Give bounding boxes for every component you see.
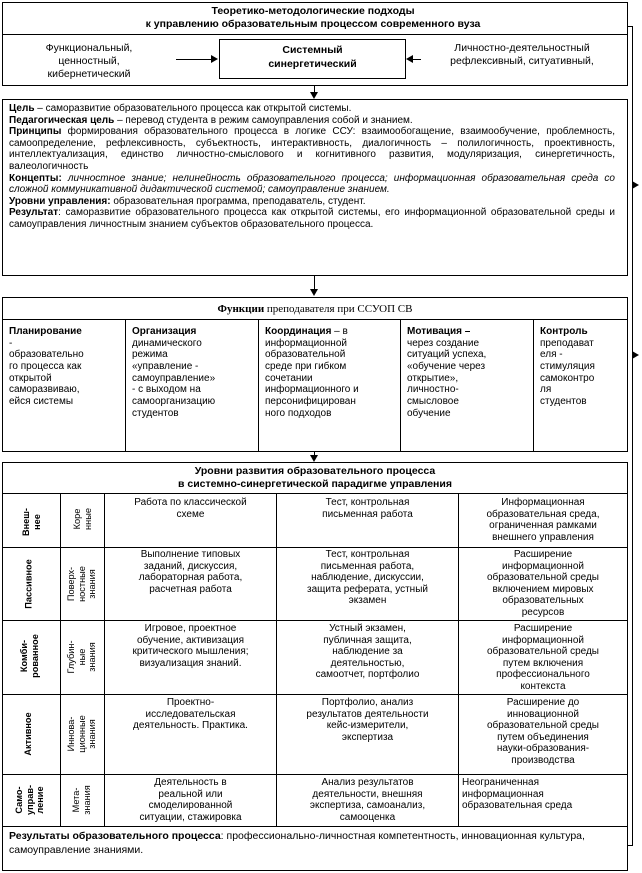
row2-assessment: [277, 549, 458, 607]
knowledge-line: знания: [82, 785, 92, 815]
row5-environment: [462, 777, 627, 812]
function-coordination: [259, 322, 400, 452]
feedback-arrowhead-functions: [632, 351, 639, 359]
arrowhead-down-3: [310, 455, 318, 462]
knowledge-surface: [56, 548, 108, 620]
knowledge-deep: [56, 621, 108, 693]
cell-line: профессионального: [496, 669, 590, 680]
cell-line: наблюдение за: [332, 646, 403, 657]
cell-line: Анализ результатов: [321, 777, 414, 788]
function-line: го процесса как: [9, 361, 82, 373]
function-line: ного подходов: [265, 407, 332, 419]
function-line: самоуправление»: [132, 372, 216, 384]
function-line: смысловое: [407, 396, 459, 408]
result-label: Результат: [9, 207, 59, 219]
function-line: среде при гибком: [265, 361, 347, 373]
cell-line: Портфолио, анализ: [321, 697, 414, 708]
knowledge-root: [57, 492, 109, 546]
cell-line: образовательная среда: [462, 800, 573, 811]
cell-line: экспертиза: [341, 731, 394, 743]
cell-line: образовательной среды: [487, 572, 599, 583]
knowledge-line: ционные: [76, 715, 87, 753]
cell-line: защита реферата, устный: [307, 583, 428, 595]
row1-assessment: [277, 497, 458, 520]
approaches-title-line2: к управлению образовательным процессом современного вуза: [145, 17, 481, 30]
function-line: динамического: [132, 337, 202, 349]
cell-line: смоделированной: [148, 800, 233, 811]
ped-goal-para: [9, 115, 615, 127]
knowledge-line: знания: [87, 569, 98, 599]
results-text: : профессионально-личностная компетентность, инновационная культура, самоуправление знаниями.: [9, 830, 585, 856]
level-line: Само-: [13, 786, 24, 814]
cell-line: Работа по классической: [134, 497, 247, 508]
cell-line: деятельности, внешняя: [312, 788, 423, 800]
approach-right-line: рефлексивный, ситуативный,: [450, 55, 594, 68]
cell-line: заданий, дискуссия,: [143, 560, 238, 572]
functions-divider: [2, 319, 628, 320]
knowledge-meta: [58, 779, 106, 821]
knowledge-line: Поверх-: [65, 566, 76, 602]
function-label: Координация: [265, 326, 332, 337]
function-line: ситуаций успеха,: [407, 349, 487, 361]
cell-line: реальной или: [158, 788, 223, 800]
level-external: [3, 495, 61, 549]
cell-line: ресурсов: [521, 606, 565, 618]
level-combined: [10, 620, 50, 692]
cell-line: образовательных: [502, 595, 584, 606]
principles-text: формирования образовательного процесса в логике ССУ: взаимообогащение, взаимообучение, проблемность, самоопределение, рефлексивность, субъектность, интерактивность, диалогичность – полилогичность, проективность, интеллектуализация, единство личностно-смыслового и когнитивного развития, модуляризация, синергетичность, валеологичность: [9, 126, 615, 172]
cell-line: деятельность. Практика.: [133, 720, 248, 731]
function-line: «управление -: [132, 361, 199, 373]
function-motivation: [401, 322, 533, 452]
level-line: ление: [35, 786, 46, 814]
goal-label: Цель: [9, 103, 35, 114]
feedback-line: [632, 26, 633, 846]
function-line: открытой: [9, 372, 52, 384]
cell-line: Расширение: [513, 549, 573, 560]
function-line: открытие»,: [407, 372, 459, 384]
goal-text: – саморазвитие образовательного процесса как открытой системы.: [34, 103, 352, 114]
function-line: «обучение через: [407, 361, 486, 373]
knowledge-line: Глубин-: [65, 640, 76, 674]
row1-methods: [105, 497, 276, 520]
development-title: [2, 465, 628, 490]
function-line: через создание: [407, 337, 480, 349]
cell-line: Расширение: [513, 623, 573, 634]
function-label-row: [265, 326, 396, 338]
cell-line: производства: [511, 754, 575, 766]
result-text: : саморазвитие образовательного процесса как открытой системы, его информационной образовательной среды и самоуправления личностным знанием субъектов образовательного процесса.: [9, 207, 615, 230]
arrow-left-to-center: [176, 59, 212, 60]
goal-para: [9, 103, 615, 115]
function-planning: [3, 322, 125, 452]
knowledge-line: знания: [87, 719, 98, 749]
approaches-title-line1: Теоретико-методологические подходы: [211, 5, 415, 17]
function-line: сочетании: [265, 372, 313, 384]
concept-text: [9, 103, 615, 231]
cell-line: ограниченная рамками: [489, 520, 597, 531]
level-line: рованное: [30, 634, 40, 678]
row4-environment: [459, 697, 627, 766]
cell-line: кейс-измерители,: [326, 720, 409, 731]
row3-assessment: [277, 623, 458, 681]
function-line: студентов: [540, 396, 587, 408]
approach-left-line: ценностный,: [58, 55, 120, 68]
function-organization: [126, 322, 258, 452]
cell-line: ситуации, стажировка: [139, 811, 242, 823]
row3-environment: [459, 623, 627, 692]
arrowhead-left-to-center: [211, 55, 218, 63]
approach-center-line: Системный: [282, 44, 343, 56]
function-line: студентов: [132, 407, 179, 419]
cell-line: критического мышления;: [132, 646, 249, 657]
cell-line: письменная работа: [322, 508, 413, 520]
cell-line: включением мировых: [492, 583, 594, 595]
development-title-line2: в системно-синергетической парадигме управления: [178, 477, 452, 490]
approach-right-line: Личностно-деятельностный: [454, 42, 590, 54]
cell-line: Информационная: [501, 497, 585, 508]
cell-line: Проектно-: [166, 697, 215, 708]
function-line: образовательной: [265, 349, 346, 361]
level-line: Внеш-: [21, 508, 32, 537]
levels-label: Уровни управления:: [9, 195, 111, 207]
cell-line: образовательной среды: [487, 646, 599, 657]
cell-line: результатов деятельности: [306, 708, 429, 720]
level-line: Активное: [23, 712, 33, 756]
table-row-sep: [2, 774, 628, 775]
development-results: [9, 830, 621, 857]
level-line: нее: [32, 514, 42, 530]
approach-center-box: [219, 39, 406, 79]
concepts-label: Концепты:: [9, 172, 62, 184]
row4-methods: [105, 697, 276, 732]
cell-line: науки-образования-: [496, 743, 590, 754]
function-line: самоорганизацию: [132, 396, 216, 408]
cell-line: образовательной среды: [487, 720, 599, 731]
function-line: -: [9, 337, 13, 349]
arrow-right-to-center: [413, 59, 421, 60]
cell-line: Расширение до: [506, 697, 580, 708]
function-line: самоконтро: [540, 372, 595, 384]
cell-line: путем объединения: [497, 731, 589, 743]
function-line: режима: [132, 349, 168, 361]
levels-text: образовательная программа, преподаватель, студент.: [110, 195, 366, 207]
concepts-text: личностное знание; нелинейность образовательного процесса; информационная образовательная среда со сложной коммуникативной дидактической системой; самоуправление знанием.: [9, 172, 615, 196]
function-label-suffix: – в: [331, 326, 348, 337]
function-line: образовательно: [9, 349, 84, 361]
arrow-down-2: [314, 276, 315, 290]
function-line: информационной: [265, 337, 347, 349]
cell-line: информационная: [462, 788, 544, 800]
cell-line: деятельностью,: [330, 657, 405, 669]
cell-line: Неограниченная: [462, 777, 540, 788]
result-para: [9, 207, 615, 230]
arrowhead-right-to-center: [406, 55, 413, 63]
level-active: [23, 696, 37, 772]
cell-line: лабораторная работа,: [138, 572, 243, 583]
arrowhead-down-1: [310, 92, 318, 99]
row3-methods: [105, 623, 276, 669]
cell-line: информационной: [502, 634, 584, 646]
knowledge-line: ностные: [76, 566, 87, 602]
function-line: информационного и: [265, 384, 359, 396]
function-line: обучение: [407, 407, 451, 419]
cell-line: внешнего управления: [492, 531, 594, 543]
function-line: ейся системы: [9, 396, 74, 408]
level-line: Комби-: [19, 639, 30, 673]
function-line: личностно-: [407, 384, 459, 396]
approach-right-text: [420, 42, 624, 68]
cell-line: схеме: [176, 508, 205, 520]
row2-methods: [105, 549, 276, 595]
level-passive: [24, 548, 38, 621]
cell-line: наблюдение, дискуссии,: [311, 572, 424, 583]
functions-title: [2, 303, 628, 316]
cell-line: расчетная работа: [149, 583, 232, 595]
cell-line: Тест, контрольная: [325, 549, 410, 560]
cell-line: путем включения: [502, 657, 584, 669]
cell-line: публичная защита,: [323, 634, 412, 646]
function-line: персонифицирован: [265, 396, 356, 408]
cell-line: информационной: [502, 560, 584, 572]
cell-line: Тест, контрольная: [325, 497, 410, 508]
cell-line: самоотчет, портфолио: [315, 669, 420, 680]
feedback-top-stub: [628, 26, 633, 27]
approaches-title: [100, 5, 526, 31]
approach-left-text: [4, 42, 174, 81]
ped-goal-label: Педагогическая цель: [9, 114, 115, 126]
function-label: Контроль: [540, 326, 588, 337]
function-line: преподават: [540, 337, 594, 349]
function-label: Планирование: [9, 326, 82, 337]
feedback-bottom-stub: [628, 845, 633, 846]
development-title-line1: Уровни развития образовательного процесса: [194, 465, 436, 477]
cell-line: образовательная среда,: [486, 508, 600, 520]
cell-line: инновационной: [506, 708, 580, 720]
knowledge-line: Мета-: [71, 787, 82, 813]
level-line: управ-: [24, 784, 35, 816]
function-line: стимуляция: [540, 361, 595, 373]
knowledge-line: Иннова-: [65, 716, 76, 752]
approaches-divider: [2, 34, 628, 35]
function-line: ля: [540, 384, 552, 396]
feedback-arrowhead-concept: [632, 181, 639, 189]
cell-line: контекста: [520, 680, 566, 692]
level-line: Пассивное: [23, 559, 34, 609]
row2-environment: [459, 549, 627, 618]
cell-line: визуализация знаний.: [139, 657, 242, 669]
cell-line: письменная работа,: [320, 560, 415, 572]
cell-line: обучение, активизация: [136, 634, 245, 646]
row5-assessment: [277, 777, 458, 823]
row4-assessment: [277, 697, 458, 743]
knowledge-innovative: [56, 696, 108, 772]
function-label: Организация: [132, 326, 197, 337]
knowledge-line: ные: [76, 648, 87, 666]
table-row-sep: [2, 826, 628, 827]
function-control: [534, 322, 627, 452]
approach-center-line: синергетический: [268, 57, 357, 70]
knowledge-line: Коре: [72, 508, 83, 530]
cell-line: экзамен: [348, 595, 387, 606]
approach-left-line: Функциональный,: [45, 42, 133, 54]
function-label: Мотивация –: [407, 326, 471, 337]
cell-line: Устный экзамен,: [329, 623, 406, 634]
cell-line: Игровое, проектное: [144, 623, 237, 634]
cell-line: самооценка: [339, 811, 396, 823]
principles-para: [9, 126, 615, 172]
cell-line: Деятельность в: [154, 777, 227, 788]
cell-line: экспертиза, самоанализ,: [309, 800, 426, 811]
function-line: саморазвиваю,: [9, 384, 80, 396]
levels-para: [9, 196, 615, 208]
functions-title-bold: Функции: [217, 303, 265, 315]
arrowhead-down-2: [310, 289, 318, 296]
function-line: - с выходом на: [132, 384, 201, 396]
table-row-sep: [2, 694, 628, 695]
function-line: еля -: [540, 349, 563, 361]
approach-left-line: кибернетический: [47, 68, 131, 81]
row5-methods: [105, 777, 276, 823]
ped-goal-text: – перевод студента в режим самоуправления собой и знанием.: [114, 114, 413, 126]
row1-environment: [459, 497, 627, 543]
cell-line: исследовательская: [145, 708, 236, 720]
cell-line: Выполнение типовых: [140, 549, 241, 560]
principles-label: Принципы: [9, 126, 62, 138]
knowledge-line: нные: [83, 508, 93, 530]
knowledge-line: знания: [87, 642, 98, 672]
level-selfmanagement: [6, 776, 54, 824]
functions-title-rest: преподавателя при ССУОП СВ: [264, 303, 413, 315]
concepts-para: [9, 173, 615, 196]
results-label: Результаты образовательного процесса: [9, 830, 221, 842]
